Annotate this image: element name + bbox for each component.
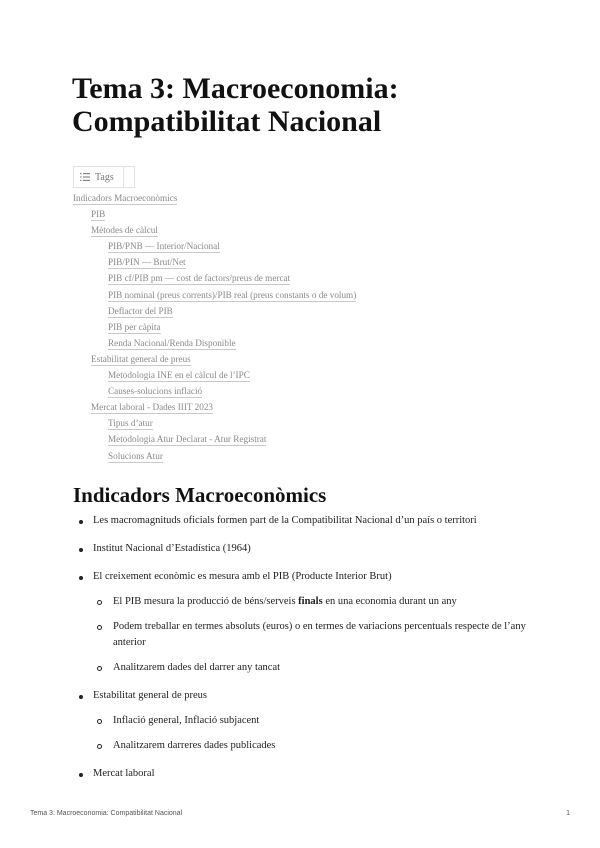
sub-list-item: Analitzarem darreres dades publicades — [93, 738, 533, 754]
sub-list-item: Inflació general, Inflació subjacent — [93, 713, 533, 729]
toc-item — [73, 303, 356, 319]
toc-item — [73, 319, 356, 335]
list-item — [73, 513, 533, 529]
sub-list-item: Analitzarem dades del darrer any tancat — [93, 660, 533, 676]
toc-item — [73, 270, 356, 286]
toc-item — [73, 431, 356, 447]
toc-link[interactable]: Indicadors Macroeconòmics — [73, 193, 178, 203]
tags-property[interactable] — [73, 166, 135, 188]
toc-link[interactable]: Causes-solucions inflació — [108, 386, 203, 397]
sub-list — [93, 594, 533, 676]
toc-link[interactable]: PIB/PIN — Brut/Net — [108, 257, 186, 268]
table-of-contents — [73, 190, 356, 464]
sub-list — [93, 713, 533, 754]
footer-title: Tema 3: Macroeconomia: Compatibilitat Nacional — [30, 810, 183, 817]
list-icon — [80, 173, 90, 181]
list-item — [73, 688, 533, 754]
toc-link[interactable]: Solucions Atur — [108, 450, 163, 461]
list-item — [73, 569, 533, 676]
toc-link[interactable]: Tipus d’atur — [108, 418, 153, 429]
toc-link[interactable]: PIB per càpita — [108, 321, 161, 332]
section-heading: Indicadors Macroeconòmics — [73, 483, 327, 507]
toc-link[interactable]: Deflactor del PIB — [108, 305, 173, 316]
toc-item — [73, 415, 356, 431]
list-item-text: Les macromagnituds oficials formen part de la Compatibilitat Nacional d’un país o territori — [93, 515, 477, 526]
toc-link[interactable]: PIB — [91, 209, 106, 220]
toc-item — [73, 351, 356, 367]
bold-text: finals — [298, 596, 323, 607]
toc-item — [73, 287, 356, 303]
toc-link[interactable]: Renda Nacional/Renda Disponible — [108, 337, 236, 348]
toc-item — [73, 367, 356, 383]
toc-link[interactable]: Metodologia INE en el càlcul de l’IPC — [108, 370, 250, 381]
list-item-text: Institut Nacional d’Estadística (1964) — [93, 543, 251, 554]
bullet-list — [73, 513, 533, 782]
page-title: Tema 3: Macroeconomia: Compatibilitat Nacional — [72, 72, 399, 138]
toc-item — [73, 206, 356, 222]
list-item — [73, 541, 533, 557]
toc-item — [73, 222, 356, 238]
toc-item — [73, 383, 356, 399]
toc-link[interactable]: PIB/PNB — Interior/Nacional — [108, 241, 220, 252]
list-item-text: El creixement econòmic es mesura amb el PIB (Producte Interior Brut) — [93, 571, 392, 582]
list-item — [73, 766, 533, 782]
toc-item — [73, 254, 356, 270]
tags-label: Tags — [95, 171, 114, 183]
page-number: 1 — [566, 810, 570, 817]
toc-link[interactable]: Mercat laboral - Dades IIIT 2023 — [91, 402, 214, 413]
toc-item — [73, 190, 356, 206]
sub-list-item: El PIB mesura la producció de béns/serveis finals en una economia durant un any — [93, 594, 533, 610]
sub-list-item: Podem treballar en termes absoluts (euros) o en termes de variacions percentuals respecte de l’any anterior — [93, 619, 533, 651]
section-body — [73, 513, 533, 794]
toc-link[interactable]: Estabilitat general de preus — [91, 353, 191, 364]
toc-item — [73, 399, 356, 415]
toc-link[interactable]: PIB nominal (preus corrents)/PIB real (preus constants o de volum) — [108, 289, 357, 300]
list-item-text: Estabilitat general de preus — [93, 690, 207, 701]
toc-link[interactable]: Metodologia Atur Declarat - Atur Registrat — [108, 434, 267, 445]
toc-link[interactable]: Mètodes de càlcul — [91, 225, 158, 236]
toc-item — [73, 448, 356, 464]
list-item-text: Mercat laboral — [93, 768, 155, 779]
toc-link[interactable]: PIB cf/PIB pm — cost de factors/preus de mercat — [108, 273, 291, 284]
toc-item — [73, 238, 356, 254]
toc-item — [73, 335, 356, 351]
